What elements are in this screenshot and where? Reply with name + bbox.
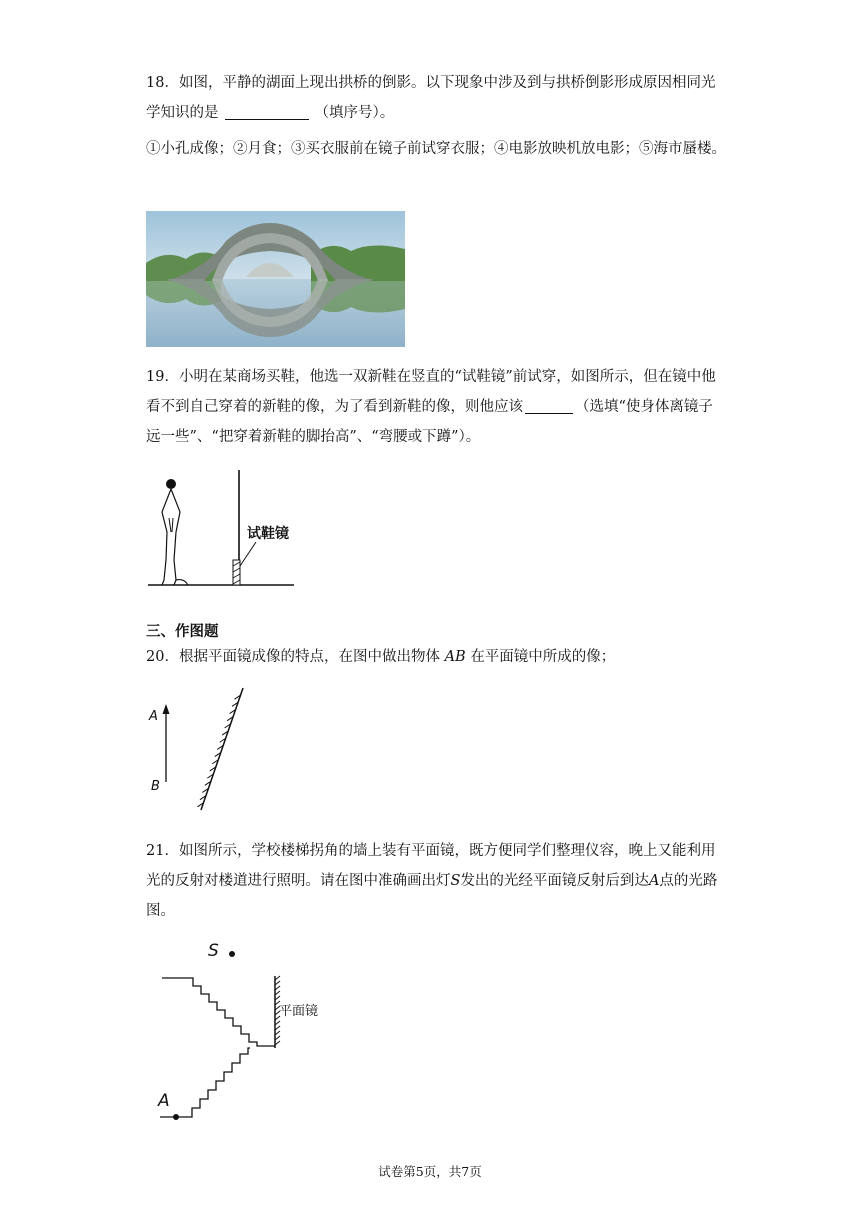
- ab-mirror-figure: [146, 684, 256, 814]
- answer-blank[interactable]: [225, 101, 309, 120]
- answer-blank[interactable]: [525, 395, 573, 414]
- question-20: [146, 642, 726, 672]
- question-18-suffix: （填序号）。: [314, 105, 395, 121]
- question-20-text: 20．根据平面镜成像的特点，在图中做出物体: [146, 649, 440, 665]
- point-a-label: A: [648, 873, 660, 889]
- point-a-label: A: [149, 709, 158, 724]
- point-a-label: A: [158, 1091, 170, 1111]
- question-18-options: ①小孔成像；②月食；③买衣服前在镜子前试穿衣服；④电影放映机放电影；⑤海市蜃楼。: [146, 141, 726, 157]
- question-18-text: 18．如图，平静的湖面上现出拱桥的倒影。以下现象中涉及到与拱桥倒影形成原因相同光学知识的是: [146, 75, 716, 121]
- stairs-mirror-figure: [146, 936, 346, 1126]
- question-21-middle: 发出的光经平面镜反射后到达: [460, 873, 649, 889]
- ab-mirror-diagram: [146, 684, 256, 814]
- lamp-s-label: S: [450, 873, 461, 889]
- page-footer: 试卷第5页，共7页: [378, 1164, 482, 1179]
- plane-mirror-label: 平面镜: [279, 1004, 319, 1019]
- question-21-suffix: 点的光路图。: [146, 873, 718, 919]
- question-19-text: 19．小明在某商场买鞋，他选一双新鞋在竖直的“试鞋镜”前试穿，如图所示，但在镜中他看不到自己穿着的新鞋的像，为了看到新鞋的像，则他应该: [146, 369, 716, 415]
- question-18: [146, 68, 726, 164]
- question-19: [146, 362, 726, 452]
- stairs-mirror-diagram: [146, 936, 346, 1126]
- section-title: 三、作图题: [146, 623, 219, 640]
- arch-bridge-illustration: [146, 211, 405, 347]
- object-ab-label: AB: [444, 649, 466, 665]
- arch-bridge-photo: [146, 211, 405, 347]
- shoe-mirror-figure: [146, 468, 306, 588]
- question-19-suffix: （选填“使身体离镜子远一些”、“把穿着新鞋的脚抬高”、“弯腰或下蹲”）。: [146, 399, 713, 445]
- question-21-text: 21．如图所示，学校楼梯拐角的墙上装有平面镜，既方便同学们整理仪容，晚上又能利用光的反射对楼道进行照明。请在图中准确画出灯: [146, 843, 716, 889]
- lamp-s-label: S: [208, 941, 219, 961]
- question-21: [146, 836, 726, 926]
- shoe-mirror-label: 试鞋镜: [247, 526, 289, 542]
- point-b-label: B: [151, 779, 160, 794]
- shoe-mirror-diagram: [146, 468, 306, 588]
- question-20-suffix: 在平面镜中所成的像；: [470, 649, 616, 665]
